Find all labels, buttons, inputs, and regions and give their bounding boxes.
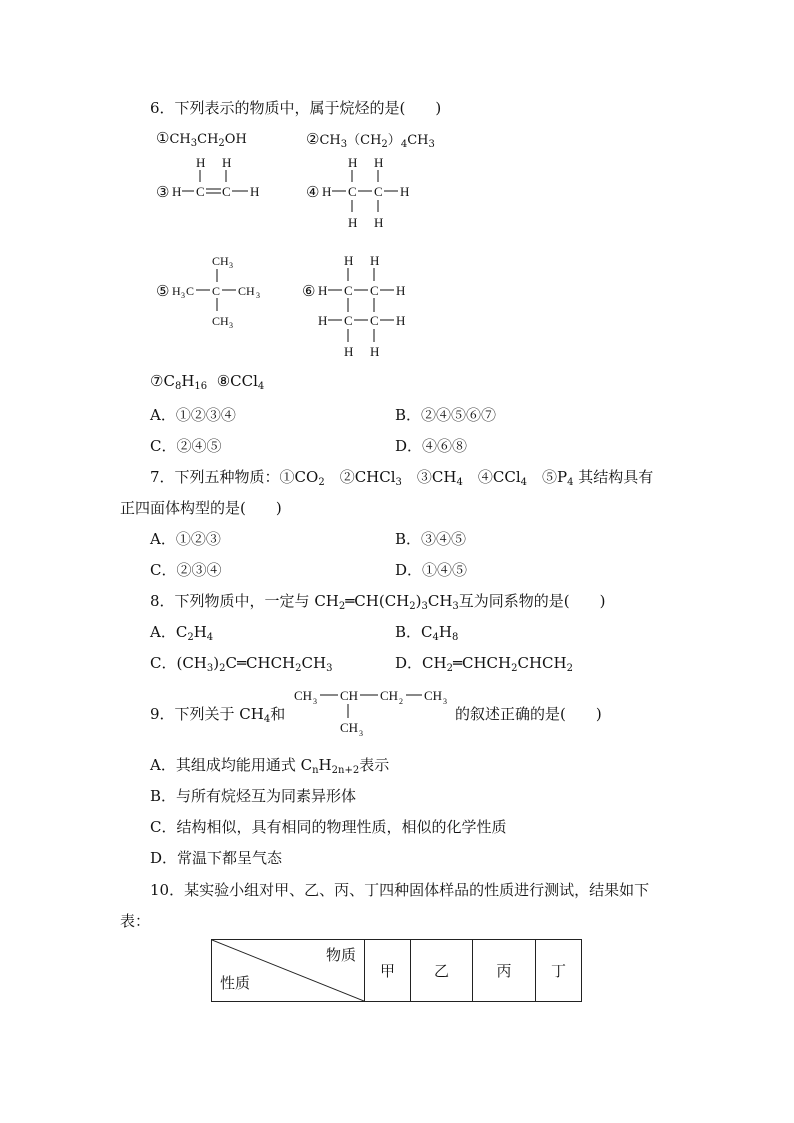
svg-text:C: C <box>196 184 205 199</box>
col-header-jia: 甲 <box>365 940 411 1002</box>
svg-text:H: H <box>172 184 182 199</box>
svg-text:CH: CH <box>212 314 229 328</box>
svg-text:H: H <box>172 284 181 298</box>
svg-text:CH: CH <box>238 284 255 298</box>
col-header-yi: 乙 <box>411 940 473 1002</box>
q7-option-a[interactable]: A．①②③ <box>150 530 221 548</box>
ethane-structure <box>322 152 417 232</box>
svg-text:CH: CH <box>424 688 443 703</box>
svg-text:H: H <box>344 253 354 268</box>
q7-option-d[interactable]: D．①④⑤ <box>395 561 468 579</box>
q7-option-c[interactable]: C．②③④ <box>150 561 222 579</box>
svg-text:CH: CH <box>340 720 359 735</box>
svg-text:H: H <box>374 215 384 230</box>
svg-text:C: C <box>344 313 353 328</box>
svg-text:H: H <box>222 155 232 170</box>
cyclobutane-structure <box>318 250 418 360</box>
q9-option-d[interactable]: D．常温下都呈气态 <box>150 849 283 867</box>
svg-text:C: C <box>212 284 221 298</box>
q6-substance-4-num: ④ <box>306 183 320 201</box>
q6-substance-7-8: $⑦C_8H_{16}$ ⑧CCl$_4$ <box>150 372 265 392</box>
svg-text:C: C <box>344 283 353 298</box>
svg-text:C: C <box>370 313 379 328</box>
q6-substance-3-num: ③ <box>156 183 170 201</box>
q7-stem-line2: 正四面体构型的是( ) <box>120 499 282 517</box>
svg-text:3: 3 <box>443 697 447 706</box>
header-property: 性质 <box>220 974 251 992</box>
svg-text:C: C <box>186 284 195 298</box>
q7-option-b[interactable]: B．③④⑤ <box>395 530 467 548</box>
q6-substance-2: $②CH_3(CH_2)_4CH_3$ <box>306 130 435 150</box>
col-header-bing: 丙 <box>473 940 536 1002</box>
svg-text:CH: CH <box>340 688 359 703</box>
svg-text:H: H <box>250 184 260 199</box>
svg-text:C: C <box>222 184 231 199</box>
q10-stem-line2: 表： <box>120 912 151 930</box>
diagonal-header-cell <box>212 940 365 1002</box>
svg-text:CH: CH <box>212 254 229 268</box>
ethylene-structure <box>172 152 267 202</box>
properties-table <box>211 939 582 1002</box>
svg-text:H: H <box>370 253 380 268</box>
svg-text:C: C <box>370 283 379 298</box>
svg-text:H: H <box>374 155 384 170</box>
q6-stem: 6．下列表示的物质中，属于烷烃的是( ) <box>150 99 442 117</box>
q8-option-c[interactable]: C．$(CH_3)_2C═CHCH_2CH_3$ <box>150 654 333 674</box>
svg-text:H: H <box>318 313 328 328</box>
svg-text:3: 3 <box>229 261 233 270</box>
neopentane-structure <box>172 248 272 330</box>
svg-text:H: H <box>344 344 354 359</box>
q10-stem: 10．某实验小组对甲、乙、丙、丁四种固体样品的性质进行测试，结果如下 <box>150 881 650 899</box>
q6-substance-1: $①CH_3CH_2OH$ <box>156 129 247 149</box>
svg-text:H: H <box>348 215 358 230</box>
svg-text:H: H <box>318 283 328 298</box>
q6-option-c[interactable]: C．②④⑤ <box>150 437 222 455</box>
q9-stem-part1: 9．下列关于 $CH_4$和 <box>150 705 286 725</box>
q8-option-b[interactable]: B．$C_4H_8$ <box>395 623 459 643</box>
isopentane-structure <box>294 683 454 738</box>
svg-text:3: 3 <box>359 729 363 738</box>
q8-option-a[interactable]: A．$C_2H_4$ <box>150 623 214 643</box>
q7-stem: 7．下列五种物质：$①CO_2$ ②CHCl$_3$ $③CH_4$ ④CCl$_4$ $⑤P_4$ 其结构具有 <box>150 468 654 488</box>
q9-option-c[interactable]: C．结构相似，具有相同的物理性质，相似的化学性质 <box>150 818 507 836</box>
svg-text:H: H <box>370 344 380 359</box>
svg-text:3: 3 <box>313 697 317 706</box>
svg-text:2: 2 <box>399 697 403 706</box>
header-substance: 物质 <box>325 946 356 964</box>
q6-substance-6-num: ⑥ <box>302 282 316 300</box>
svg-text:H: H <box>196 155 206 170</box>
svg-text:H: H <box>322 184 332 199</box>
q6-option-b[interactable]: B．②④⑤⑥⑦ <box>395 406 497 424</box>
q6-substance-5-num: ⑤ <box>156 282 170 300</box>
svg-text:CH: CH <box>380 688 399 703</box>
svg-text:H: H <box>400 184 410 199</box>
q9-option-b[interactable]: B．与所有烷烃互为同素异形体 <box>150 787 357 805</box>
svg-text:3: 3 <box>256 291 260 300</box>
svg-text:CH: CH <box>294 688 313 703</box>
svg-text:3: 3 <box>229 321 233 330</box>
svg-text:H: H <box>396 283 406 298</box>
q9-option-a[interactable]: A．其组成均能用通式 $C_nH_{2n+2}$表示 <box>150 756 390 776</box>
q6-option-a[interactable]: A．①②③④ <box>150 406 236 424</box>
col-header-ding: 丁 <box>536 940 582 1002</box>
svg-text:C: C <box>348 184 357 199</box>
q6-option-d[interactable]: D．④⑥⑧ <box>395 437 468 455</box>
svg-text:H: H <box>396 313 406 328</box>
svg-text:C: C <box>374 184 383 199</box>
q9-stem-part2: 的叙述正确的是( ) <box>455 705 602 723</box>
svg-text:3: 3 <box>181 291 185 300</box>
svg-text:H: H <box>348 155 358 170</box>
table-header-row <box>212 940 582 1002</box>
q8-stem: 8．下列物质中，一定与 $CH_2═CH(CH_2)_3CH_3$互为同系物的是( ) <box>150 592 606 612</box>
q8-option-d[interactable]: D．$CH_2═CHCH_2CHCH_2$ <box>395 654 573 674</box>
